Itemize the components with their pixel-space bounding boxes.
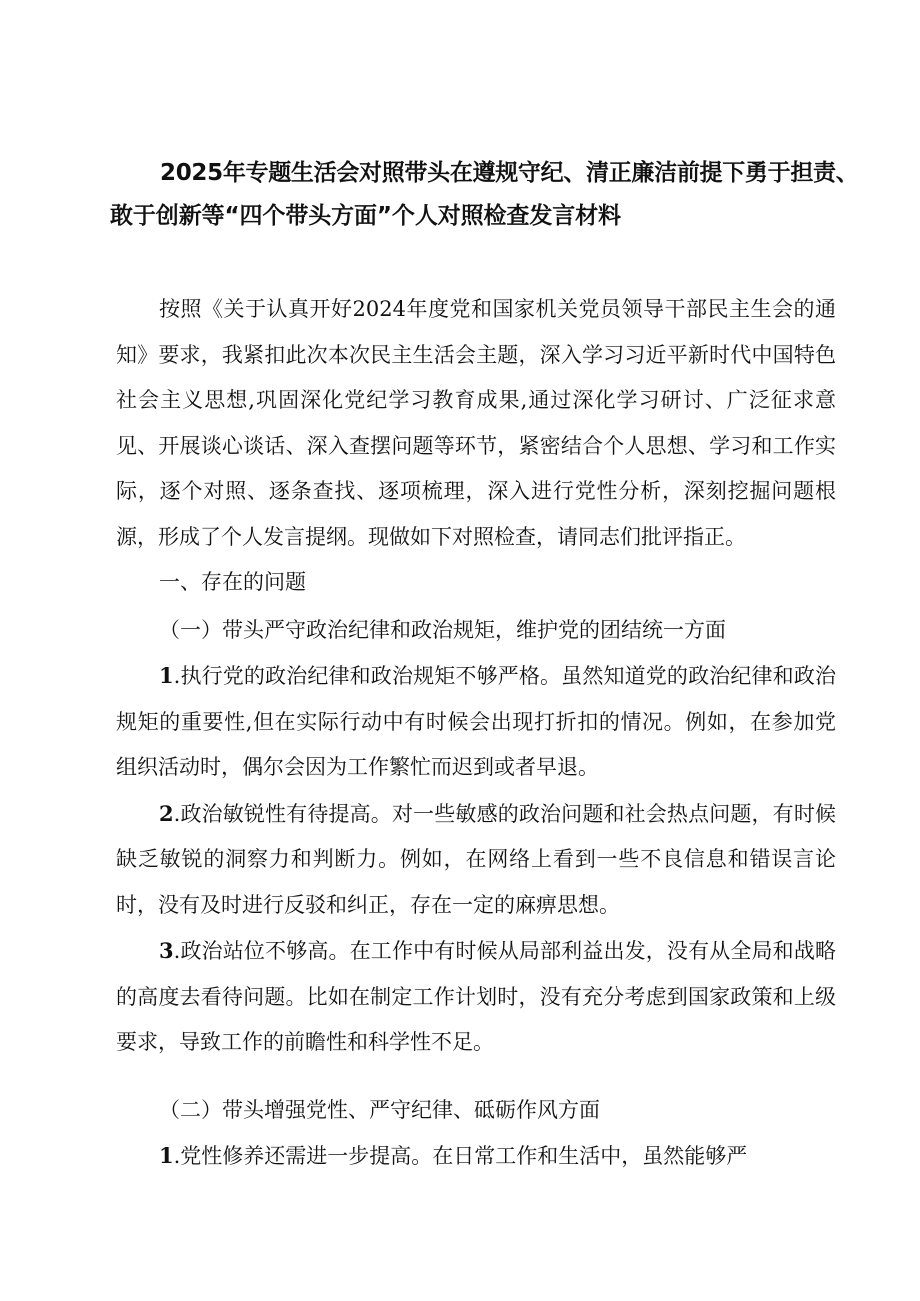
title-line-2: 敢于创新等“四个带头方面”个人对照检查发言材料	[110, 203, 621, 229]
intro-paragraph: 按照《关于认真开好2024年度党和国家机关党员领导干部民主生会的通知》要求，我紧扣此次本次民主生活会主题，深入学习习近平新时代中国特色社会主义思想,巩固深化党纪学习教育成果,通过深化学习研讨、广泛征求意见、开展谈心谈话、深入查摆问题等环节，紧密结合个人思想、学习和工作实际，逐个对照、逐条查找、逐项梳理，深入进行党性分析，深刻挖掘问题根源，形成了个人发言提纲。现做如下对照检查，请同志们批评指正。	[116, 297, 836, 549]
document-title	[110, 152, 870, 238]
item-text: .政治站位不够高。在工作中有时候从局部利益出发，没有从全局和战略的高度去看待问题。比如在制定工作计划时，没有充分考虑到国家政策和上级要求，导致工作的前瞻性和科学性不足。	[116, 939, 836, 1054]
section-heading-problems: 一、存在的问题	[159, 570, 306, 594]
subsection-heading-1: （一）带头严守政治纪律和政治规矩，维护党的团结统一方面	[159, 617, 726, 642]
subsection-heading-2: （二）带头增强党性、严守纪律、砥砺作风方面	[159, 1097, 600, 1122]
item-number: 1	[159, 1143, 174, 1168]
document-body	[116, 287, 836, 1180]
item-text: .执行党的政治纪律和政治规矩不够严格。虽然知道党的政治纪律和政治规矩的重要性,但在实际行动中有时候会出现打折扣的情况。例如，在参加党组织活动时，偶尔会因为工作繁忙而迟到或者早退。	[116, 664, 836, 779]
list-item	[116, 653, 836, 791]
list-item	[116, 1133, 836, 1180]
list-item	[116, 791, 836, 929]
item-text: .政治敏锐性有待提高。对一些敏感的政治问题和社会热点问题，有时候缺乏敏锐的洞察力和判断力。例如，在网络上看到一些不良信息和错误言论时，没有及时进行反驳和纠正，存在一定的麻痹思想。	[116, 801, 836, 917]
item-number: 2	[159, 800, 174, 826]
title-line-1: 2025年专题生活会对照带头在遵规守纪、清正廉洁前提下勇于担责、	[160, 160, 859, 186]
item-text: .党性修养还需进一步提高。在日常工作和生活中，虽然能够严	[173, 1144, 748, 1168]
item-number: 1	[159, 663, 174, 688]
list-item	[116, 928, 836, 1066]
item-number: 3	[159, 938, 174, 963]
